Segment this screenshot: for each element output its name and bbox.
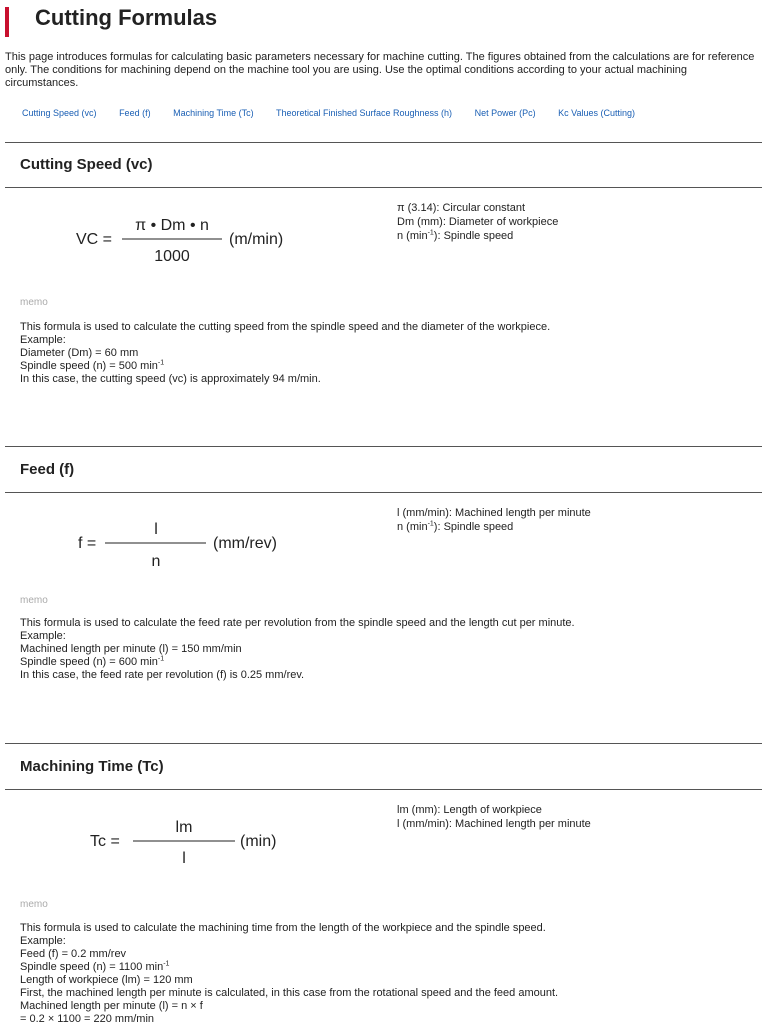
memo-label: memo — [20, 595, 48, 606]
divider — [5, 492, 762, 493]
variable-list — [397, 803, 591, 831]
formula-numerator: l — [154, 521, 158, 538]
page-title: Cutting Formulas — [35, 5, 218, 30]
formula-lhs: f = — [78, 535, 97, 552]
memo-line: Machined length per minute (l) = 150 mm/min — [20, 643, 242, 655]
section-heading-feed: Feed (f) — [20, 461, 75, 478]
variable-item: n $(\min^{-1})$: Spindle speed — [397, 520, 514, 533]
formula-denominator: 1000 — [154, 248, 190, 265]
memo-text — [20, 321, 750, 386]
memo-line: Diameter (Dm) = 60 mm — [20, 347, 139, 359]
divider — [5, 142, 762, 143]
nav-link-feed[interactable]: Feed (f) — [119, 108, 151, 118]
variable-list — [397, 201, 558, 243]
memo-line: Spindle speed (n) = 600 $\min^{-1}$ — [20, 655, 165, 668]
memo-line: This formula is used to calculate the feed rate per revolution from the spindle speed and the length cut per minute. — [20, 617, 575, 629]
memo-label: memo — [20, 899, 48, 910]
variable-item: lm (mm): Length of workpiece — [397, 804, 542, 816]
memo-line: This formula is used to calculate the machining time from the length of the workpiece and the spindle speed. — [20, 922, 546, 934]
formula-machining-time — [60, 802, 320, 882]
memo-line: In this case, the feed rate per revolution (f) is 0.25 mm/rev. — [20, 669, 305, 681]
formula-numerator: π • Dm • n — [135, 217, 209, 234]
formula-unit: (mm/rev) — [213, 535, 277, 552]
memo-line: = 0.2 × 1100 = 220 mm/min — [20, 1013, 155, 1025]
memo-label: memo — [20, 297, 48, 308]
memo-line: In this case, the cutting speed (vc) is approximately 94 m/min. — [20, 373, 321, 385]
formula-feed — [60, 506, 320, 586]
divider — [5, 187, 762, 188]
memo-line: Spindle speed (n) = 500 $\min^{-1}$ — [20, 359, 165, 372]
variable-item: n $(\min^{-1})$: Spindle speed — [397, 229, 514, 242]
memo-line: Feed (f) = 0.2 mm/rev — [20, 948, 127, 960]
nav-link-machining-time[interactable]: Machining Time (Tc) — [173, 108, 254, 118]
formula-lhs: VC = — [76, 231, 113, 248]
divider — [5, 743, 762, 744]
nav-link-kc-values[interactable]: Kc Values (Cutting) — [558, 108, 635, 118]
section-nav — [22, 108, 655, 118]
formula-lhs: Tc = — [90, 833, 120, 850]
memo-line: Length of workpiece (lm) = 120 mm — [20, 974, 193, 986]
formula-denominator: l — [182, 850, 186, 867]
intro-paragraph: This page introduces formulas for calculating basic parameters necessary for machine cutting. The figures obtained from the calculations are for reference only. The conditions for machining depend on the machine tool you are using. Use the optimal conditions according to your actual machining circumstances. — [5, 51, 755, 89]
formula-unit: (m/min) — [229, 231, 284, 248]
memo-line: First, the machined length per minute is calculated, in this case from the rotational speed and the feed amount. — [20, 987, 559, 999]
memo-text — [20, 617, 750, 682]
formula-denominator: n — [151, 553, 161, 570]
memo-line: Machined length per minute (l) = n × f — [20, 1000, 203, 1012]
variable-item: l (mm/min): Machined length per minute — [397, 507, 591, 519]
section-heading-machining-time: Machining Time (Tc) — [20, 758, 164, 775]
memo-line: Example: — [20, 630, 66, 642]
memo-line: Example: — [20, 935, 66, 947]
memo-line: Example: — [20, 334, 66, 346]
variable-list — [397, 506, 591, 534]
formula-unit: (min) — [240, 833, 277, 850]
formula-cutting-speed — [60, 200, 320, 280]
variable-item: Dm (mm): Diameter of workpiece — [397, 216, 559, 228]
section-heading-cutting-speed: Cutting Speed (vc) — [20, 156, 153, 173]
nav-link-net-power[interactable]: Net Power (Pc) — [474, 108, 536, 118]
title-accent-bar — [5, 7, 9, 37]
nav-link-cutting-speed[interactable]: Cutting Speed (vc) — [22, 108, 97, 118]
memo-text — [20, 922, 750, 1026]
nav-link-surface-roughness[interactable]: Theoretical Finished Surface Roughness (h) — [275, 108, 453, 118]
memo-line: This formula is used to calculate the cutting speed from the spindle speed and the diameter of the workpiece. — [20, 321, 551, 333]
variable-item: l (mm/min): Machined length per minute — [397, 818, 591, 830]
divider — [5, 789, 762, 790]
variable-item: π (3.14): Circular constant — [397, 202, 526, 214]
formula-numerator: lm — [175, 819, 193, 836]
memo-line: Spindle speed (n) = 1100 $\min^{-1}$ — [20, 960, 170, 973]
divider — [5, 446, 762, 447]
